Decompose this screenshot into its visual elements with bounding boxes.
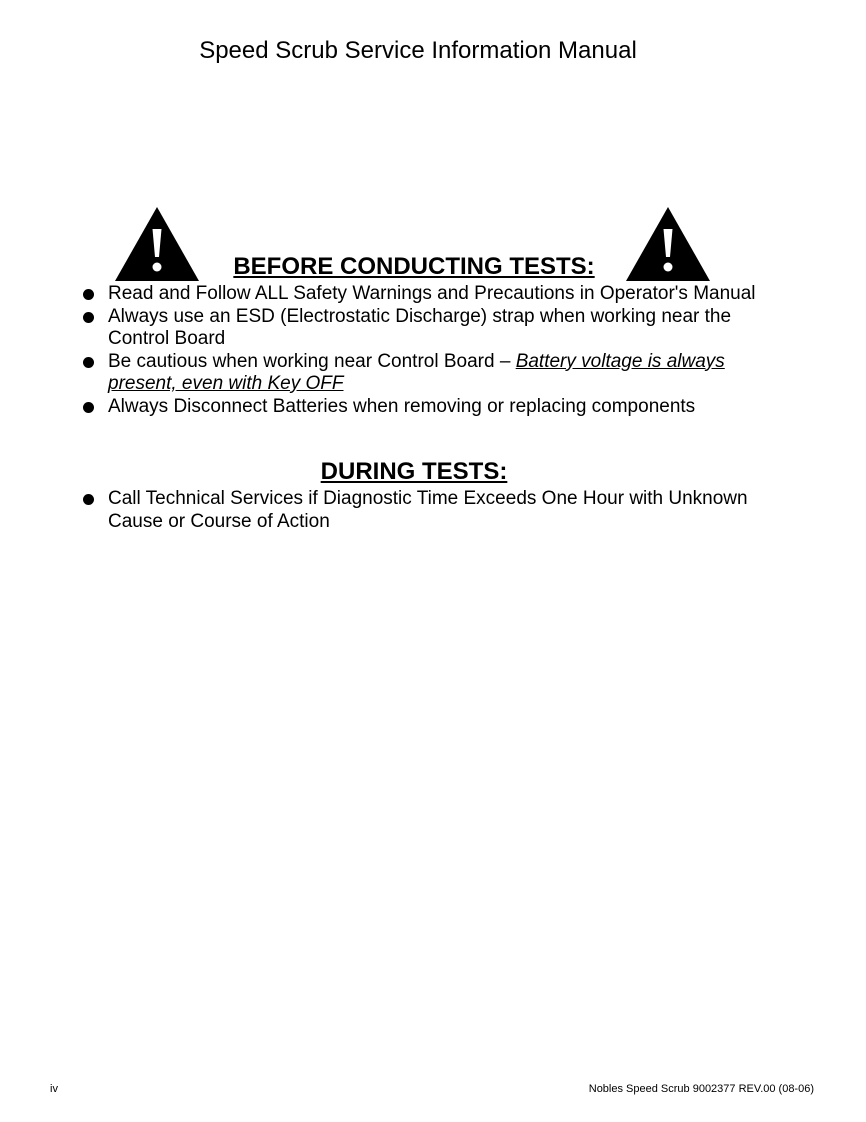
page-number: iv	[50, 1083, 58, 1095]
list-item	[82, 396, 762, 419]
list-item-text: Be cautious when working near Control Board –	[108, 350, 516, 372]
during-tests-heading: DURING TESTS:	[320, 458, 508, 485]
during-tests-list	[82, 488, 762, 533]
before-tests-list	[82, 283, 762, 418]
bullet-icon	[83, 289, 94, 300]
list-item-text: Read and Follow ALL Safety Warnings and Precautions in Operator's Manual	[108, 283, 756, 304]
battery-warning-emphasis: Battery voltage is always present, even with Key OFF	[108, 350, 725, 394]
bullet-icon	[83, 312, 94, 323]
bullet-icon	[83, 402, 94, 413]
list-item-text: Always use an ESD (Electrostatic Discharge) strap when working near the Control Board	[108, 305, 732, 349]
list-item-text: Call Technical Services if Diagnostic Time Exceeds One Hour with Unknown Cause or Course of Action	[108, 488, 748, 532]
before-tests-heading: BEFORE CONDUCTING TESTS:	[233, 253, 595, 280]
list-item	[82, 351, 762, 396]
document-id: Nobles Speed Scrub 9002377 REV.00 (08-06)	[588, 1083, 814, 1095]
bullet-icon	[83, 357, 94, 368]
list-item-text: Always Disconnect Batteries when removing or replacing components	[108, 395, 696, 417]
bullet-icon	[83, 494, 94, 505]
page-title: Speed Scrub Service Information Manual	[199, 37, 637, 64]
list-item	[82, 306, 762, 351]
list-item	[82, 283, 762, 306]
list-item	[82, 488, 762, 533]
